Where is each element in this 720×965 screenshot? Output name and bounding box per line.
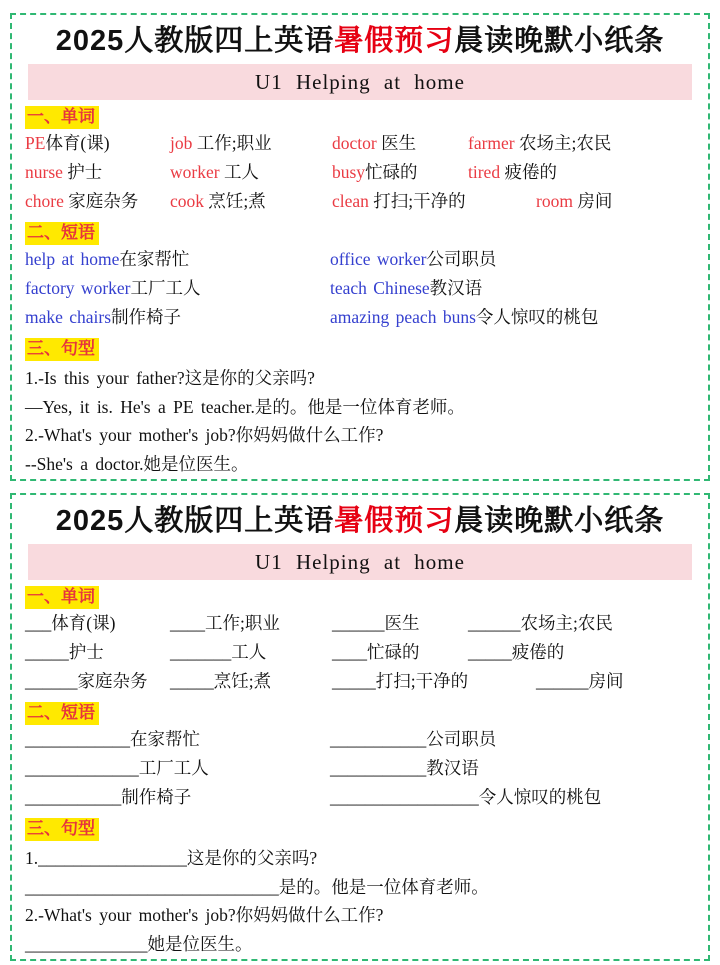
phrase-zh: 在家帮忙: [130, 729, 200, 749]
phrase-item: [330, 303, 695, 332]
phrase-zh: 教汉语: [429, 278, 483, 298]
word-item: [170, 609, 332, 638]
word-item: [332, 187, 468, 216]
word-blank: _____: [25, 642, 69, 662]
word-zh: 房间: [588, 671, 624, 691]
phrase-item: [25, 274, 330, 303]
word-zh: 工人: [231, 642, 267, 662]
word-item: [332, 129, 468, 158]
phrase-blank: ___________: [25, 787, 122, 807]
sentence-line: 1.-Is this your father?这是你的父亲吗?: [25, 368, 315, 388]
word-item: [332, 667, 468, 696]
phrase-en: office worker: [330, 249, 427, 269]
phrase-blank: _________________: [330, 787, 479, 807]
phrase-list: [25, 725, 695, 812]
title-suffix: 晨读晚默小纸条: [454, 25, 665, 57]
word-item: [170, 129, 332, 158]
word-zh: 打扫;干净的: [375, 671, 469, 691]
word-blank: _______: [170, 642, 232, 662]
word-en: cook: [170, 191, 205, 211]
word-zh: 烹饪;煮: [204, 191, 266, 211]
word-zh: 护士: [62, 162, 103, 182]
word-item: [468, 187, 695, 216]
word-item: [468, 609, 695, 638]
word-blank: ____: [332, 642, 367, 662]
sentence-list: [25, 844, 695, 958]
phrase-item: [330, 245, 695, 274]
word-en: nurse: [25, 162, 63, 182]
word-zh: 农场主;农民: [520, 613, 613, 633]
phrase-zh: 教汉语: [426, 758, 479, 778]
phrase-blank: ___________: [330, 729, 427, 749]
word-zh: 医生: [376, 133, 417, 153]
phrase-zh: 工厂工人: [138, 758, 209, 778]
phrase-en: factory worker: [25, 278, 131, 298]
title-prefix: 2025人教版四上英语: [55, 505, 335, 537]
word-item: [25, 129, 170, 158]
word-item: [25, 609, 170, 638]
phrase-en: amazing peach buns: [330, 307, 476, 327]
word-en: doctor: [332, 133, 377, 153]
word-item: [332, 609, 468, 638]
phrase-item: [25, 303, 330, 332]
card-title: [25, 21, 695, 61]
word-item: [170, 187, 332, 216]
word-item: [170, 158, 332, 187]
word-item: [468, 667, 695, 696]
word-list: [25, 129, 695, 216]
title-highlight: 暑假预习: [334, 505, 455, 537]
word-blank: _____: [468, 642, 512, 662]
title-highlight: 暑假预习: [334, 25, 455, 57]
word-item: [468, 129, 695, 158]
word-blank: ______: [468, 613, 521, 633]
sentence-line: 1._________________这是你的父亲吗?: [25, 848, 318, 868]
sentence-line: ______________她是位医生。: [25, 933, 253, 954]
phrase-zh: 制作椅子: [111, 307, 182, 327]
phrase-zh: 在家帮忙: [119, 249, 190, 269]
phrase-en: help at home: [25, 249, 120, 269]
sentence-line: 2.-What's your mother's job?你妈妈做什么工作?: [25, 425, 384, 445]
phrase-blank: ___________: [330, 758, 427, 778]
word-en: PE: [25, 133, 46, 153]
phrase-item: [330, 725, 695, 754]
phrase-zh: 工厂工人: [130, 278, 201, 298]
word-zh: 家庭杂务: [77, 671, 148, 691]
word-zh: 护士: [68, 642, 104, 662]
word-zh: 医生: [384, 613, 420, 633]
phrase-blank: _____________: [25, 758, 139, 778]
title-suffix: 晨读晚默小纸条: [454, 505, 665, 537]
phrase-zh: 令人惊叹的桃包: [475, 307, 599, 327]
word-item: [332, 158, 468, 187]
word-blank: ____: [170, 613, 205, 633]
title-prefix: 2025人教版四上英语: [55, 25, 335, 57]
word-blank: ______: [332, 613, 385, 633]
phrase-item: [25, 783, 330, 812]
section-header-phrases: 二、短语: [25, 702, 99, 725]
word-zh: 体育(课): [51, 613, 116, 633]
section-header-sentences: 三、句型: [25, 818, 99, 841]
phrase-item: [330, 783, 695, 812]
word-list: [25, 609, 695, 696]
word-en: worker: [170, 162, 220, 182]
word-item: [170, 667, 332, 696]
practice-card: [10, 493, 710, 961]
word-en: job: [170, 133, 193, 153]
word-en: clean: [332, 191, 369, 211]
phrase-item: [25, 754, 330, 783]
word-blank: ______: [25, 671, 78, 691]
phrase-item: [330, 754, 695, 783]
word-item: [25, 638, 170, 667]
study-card: [10, 13, 710, 481]
sentence-list: [25, 364, 695, 478]
word-item: [468, 638, 695, 667]
sentence-line: 2.-What's your mother's job?你妈妈做什么工作?: [25, 905, 384, 925]
word-item: [25, 667, 170, 696]
phrase-item: [25, 245, 330, 274]
word-zh: 忙碌的: [365, 162, 418, 182]
word-item: [468, 158, 695, 187]
phrase-zh: 公司职员: [426, 729, 497, 749]
sentence-line: —Yes, it is. He's a PE teacher.是的。他是一位体育老师。: [25, 396, 465, 417]
section-header-words: 一、单词: [25, 586, 99, 609]
word-zh: 房间: [572, 191, 613, 211]
word-blank: ______: [536, 671, 589, 691]
word-zh: 工作;职业: [192, 133, 272, 153]
phrase-zh: 公司职员: [426, 249, 497, 269]
word-blank: _____: [332, 671, 376, 691]
word-zh: 家庭杂务: [63, 191, 139, 211]
phrase-item: [25, 725, 330, 754]
section-header-phrases: 二、短语: [25, 222, 99, 245]
unit-banner: U1 Helping at home: [28, 544, 692, 580]
word-en: chore: [25, 191, 64, 211]
word-zh: 忙碌的: [367, 642, 420, 662]
word-item: [170, 638, 332, 667]
phrase-item: [330, 274, 695, 303]
word-item: [332, 638, 468, 667]
phrase-en: make chairs: [25, 307, 112, 327]
card-title: [25, 501, 695, 541]
word-zh: 打扫;干净的: [368, 191, 466, 211]
word-zh: 疲倦的: [500, 162, 557, 182]
unit-banner: U1 Helping at home: [28, 64, 692, 100]
word-en: busy: [332, 162, 366, 182]
word-zh: 农场主;农民: [514, 133, 612, 153]
word-en: tired: [468, 162, 501, 182]
word-blank: _____: [170, 671, 214, 691]
phrase-blank: ____________: [25, 729, 130, 749]
phrase-list: [25, 245, 695, 332]
phrase-zh: 令人惊叹的桃包: [478, 787, 602, 807]
phrase-en: teach Chinese: [330, 278, 430, 298]
sentence-line: --She's a doctor.她是位医生。: [25, 453, 249, 474]
word-zh: 疲倦的: [511, 642, 565, 662]
sentence-line: _____________________________是的。他是一位体育老师。: [25, 876, 489, 897]
word-blank: ___: [25, 613, 52, 633]
word-item: [25, 158, 170, 187]
word-en: farmer: [468, 133, 515, 153]
word-en: room: [536, 191, 573, 211]
phrase-zh: 制作椅子: [121, 787, 192, 807]
word-item: [25, 187, 170, 216]
word-zh: 工作;职业: [205, 613, 280, 633]
section-header-sentences: 三、句型: [25, 338, 99, 361]
word-zh: 体育(课): [45, 133, 110, 153]
word-zh: 工人: [219, 162, 259, 182]
word-zh: 烹饪;煮: [213, 671, 272, 691]
section-header-words: 一、单词: [25, 106, 99, 129]
